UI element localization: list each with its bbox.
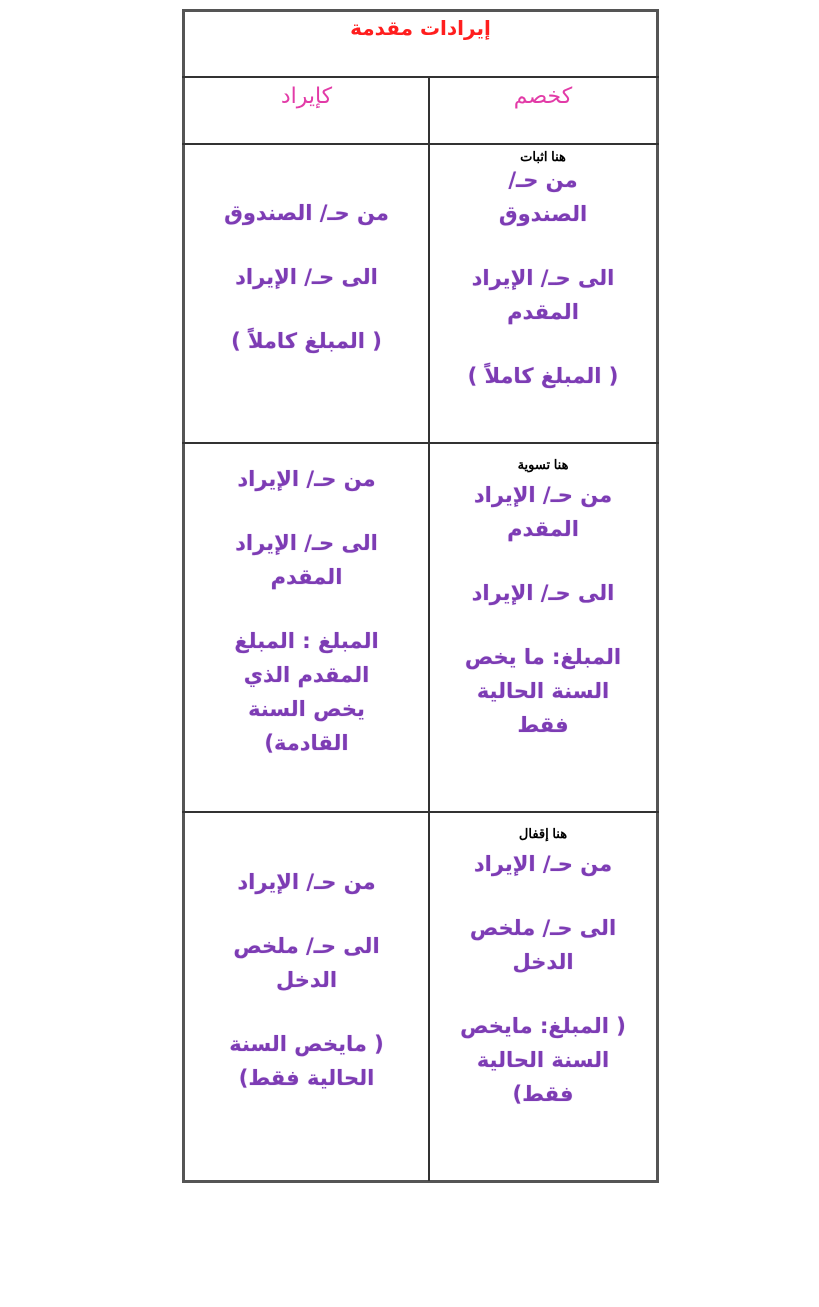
- debit-entry: [430, 847, 656, 1111]
- revenue-entry: [185, 196, 428, 358]
- entry-line: الصندوق: [498, 202, 588, 226]
- revenue-entry: [185, 865, 428, 1095]
- row-tag: هنا اثبات: [520, 149, 566, 164]
- entry-line: الى حـ/ الإيراد: [471, 581, 615, 605]
- entry-line: يخص السنة: [248, 697, 365, 721]
- entry-line: الى حـ/ الإيراد: [235, 531, 378, 555]
- entry-line: السنة الحالية: [476, 1048, 610, 1072]
- entry-line: ( المبلغ: مايخص: [460, 1014, 626, 1038]
- divider: [182, 811, 659, 813]
- entry-line: فقط: [517, 713, 569, 737]
- entry-line: ( المبلغ كاملاً ): [467, 364, 619, 388]
- entry-line: من حـ/ الإيراد: [473, 852, 613, 876]
- entry-line: المبلغ: ما يخص: [464, 645, 622, 669]
- divider: [182, 442, 659, 444]
- entry-line: فقط): [512, 1082, 574, 1106]
- entry-line: المقدم: [270, 565, 343, 589]
- header-debit: كخصم: [513, 84, 573, 109]
- row-tag: هنا إقفال: [518, 826, 568, 841]
- entry-line: من حـ/ الإيراد: [237, 870, 376, 894]
- entry-line: من حـ/: [508, 168, 578, 192]
- entry-line: الى حـ/ ملخص: [233, 934, 380, 958]
- entry-line: الدخل: [512, 950, 574, 974]
- entry-line: القادمة): [264, 731, 349, 755]
- entry-line: المقدم: [507, 300, 579, 324]
- entry-line: الحالية فقط): [238, 1066, 375, 1090]
- entry-line: الى حـ/ ملخص: [469, 916, 617, 940]
- entry-line: المبلغ : المبلغ: [234, 629, 379, 653]
- entry-line: الى حـ/ الإيراد: [235, 265, 378, 289]
- debit-entry: [430, 163, 656, 393]
- divider: [182, 76, 659, 78]
- entry-line: من حـ/ الإيراد: [237, 467, 376, 491]
- entry-line: ( مايخص السنة: [229, 1032, 384, 1056]
- entry-line: الدخل: [275, 968, 338, 992]
- revenue-entry: [185, 462, 428, 760]
- row-tag: هنا تسوية: [517, 457, 569, 472]
- entry-line: من حـ/ الصندوق: [224, 201, 389, 225]
- entry-line: ( المبلغ كاملاً ): [231, 329, 382, 353]
- entry-line: المقدم الذي: [243, 663, 370, 687]
- entry-line: المقدم: [507, 517, 579, 541]
- header-revenue: كإيراد: [280, 84, 333, 109]
- entry-line: السنة الحالية: [476, 679, 610, 703]
- debit-entry: [430, 478, 656, 742]
- entry-line: من حـ/ الإيراد: [473, 483, 613, 507]
- entry-line: الى حـ/ الإيراد: [471, 266, 615, 290]
- page-title: إيرادات مقدمة: [350, 16, 491, 40]
- divider: [182, 143, 659, 145]
